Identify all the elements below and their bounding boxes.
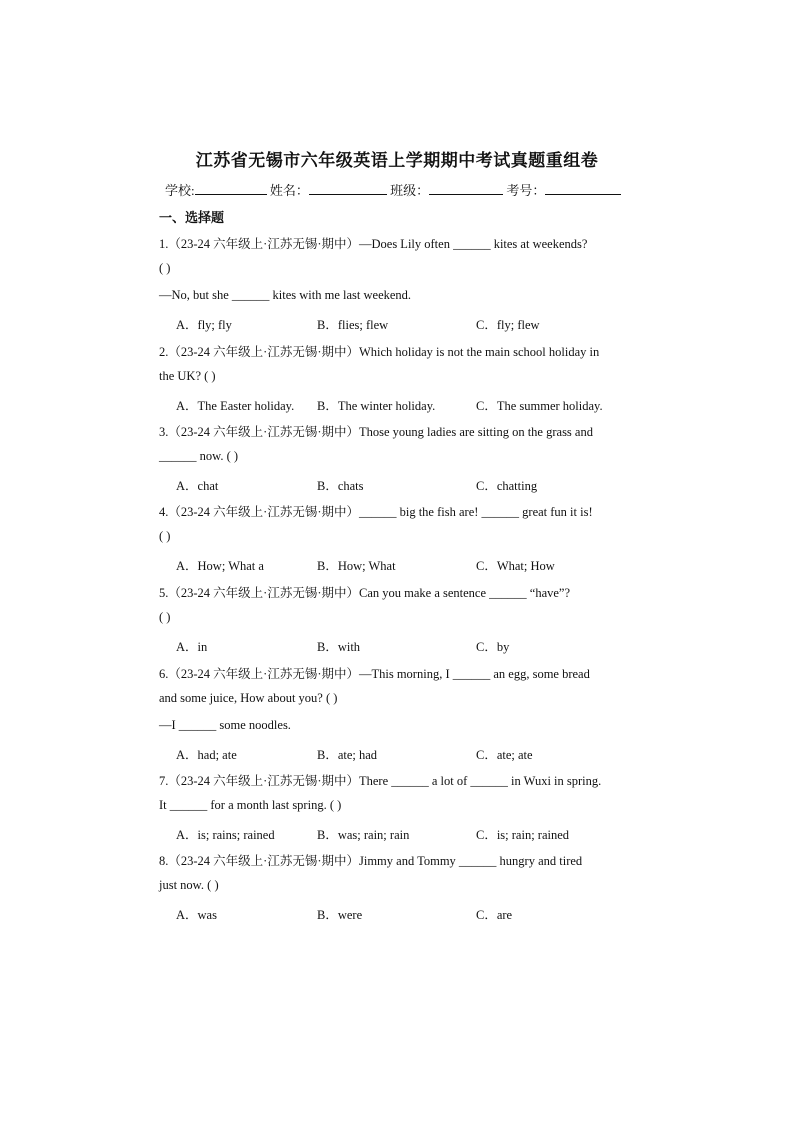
option-b: B．The winter holiday.: [317, 399, 436, 413]
option-a: A．The Easter holiday.: [176, 399, 295, 413]
question-8-line-1: 8.（23-24 六年级上·江苏无锡·期中）Jimmy and Tommy ______ hungry and tired: [159, 854, 583, 868]
question-2-line-1: 2.（23-24 六年级上·江苏无锡·期中）Which holiday is not the main school holiday in: [159, 345, 600, 359]
option-c: C．are: [476, 908, 513, 922]
option-c: C．ate; ate: [476, 748, 533, 762]
option-c: C．chatting: [476, 479, 538, 493]
option-b: B．chats: [317, 479, 364, 493]
name-label: 姓名：: [269, 183, 309, 198]
question-6-line-1: 6.（23-24 六年级上·江苏无锡·期中）—This morning, I ______ an egg, some bread: [159, 667, 590, 681]
option-c: C．fly; flew: [476, 318, 540, 332]
school-blank: [195, 182, 267, 195]
name-blank: [309, 182, 387, 195]
option-a: A．is; rains; rained: [176, 828, 275, 842]
question-5-line-2: ( ): [159, 610, 171, 624]
page-title: 江苏省无锡市六年级英语上学期期中考试真题重组卷: [195, 151, 599, 170]
question-8-line-2: just now. ( ): [159, 878, 219, 892]
option-b: B．How; What: [317, 559, 396, 573]
number-blank: [545, 182, 621, 195]
option-a: A．chat: [176, 479, 219, 493]
question-1-line-3: —No, but she ______ kites with me last weekend.: [159, 288, 412, 302]
option-a: A．in: [176, 640, 208, 654]
option-a: A．had; ate: [176, 748, 237, 762]
question-7-line-1: 7.（23-24 六年级上·江苏无锡·期中）There ______ a lot of ______ in Wuxi in spring.: [159, 774, 602, 788]
option-a: A．How; What a: [176, 559, 264, 573]
question-6-line-2: and some juice, How about you? ( ): [159, 691, 338, 705]
number-label: 考号：: [506, 183, 546, 198]
question-4-line-2: ( ): [159, 529, 171, 543]
question-3-line-1: 3.（23-24 六年级上·江苏无锡·期中）Those young ladies are sitting on the grass and: [159, 425, 593, 439]
student-info-row: [165, 180, 621, 199]
option-c: C．What; How: [476, 559, 555, 573]
option-a: A．fly; fly: [176, 318, 232, 332]
question-7-line-2: It ______ for a month last spring. ( ): [159, 798, 342, 812]
option-b: B．with: [317, 640, 361, 654]
question-2-line-2: the UK? ( ): [159, 369, 216, 383]
class-blank: [429, 182, 503, 195]
question-3-line-2: ______ now. ( ): [159, 449, 239, 463]
question-1-line-2: ( ): [159, 261, 171, 275]
class-label: 班级：: [390, 183, 430, 198]
school-label: 学校:: [165, 183, 195, 198]
option-c: C．is; rain; rained: [476, 828, 570, 842]
question-4-line-1: 4.（23-24 六年级上·江苏无锡·期中）______ big the fish are! ______ great fun it is!: [159, 505, 593, 519]
option-b: B．ate; had: [317, 748, 378, 762]
option-b: B．was; rain; rain: [317, 828, 410, 842]
option-a: A．was: [176, 908, 217, 922]
option-b: B．flies; flew: [317, 318, 389, 332]
question-5-line-1: 5.（23-24 六年级上·江苏无锡·期中）Can you make a sentence ______ “have”?: [159, 586, 571, 600]
option-c: C．The summer holiday.: [476, 399, 603, 413]
question-1-line-1: 1.（23-24 六年级上·江苏无锡·期中）—Does Lily often ______ kites at weekends?: [159, 237, 588, 251]
option-b: B．were: [317, 908, 363, 922]
option-c: C．by: [476, 640, 510, 654]
question-6-line-3: —I ______ some noodles.: [159, 718, 291, 732]
section-heading: 一、选择题: [159, 210, 225, 225]
